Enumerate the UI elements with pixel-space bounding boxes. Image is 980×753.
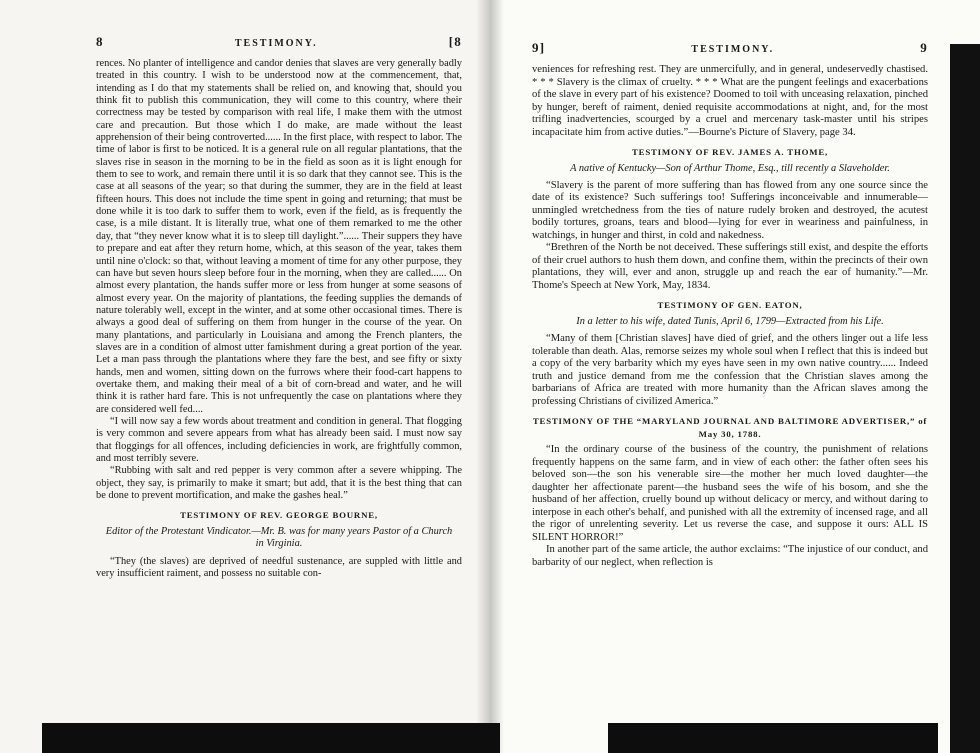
paragraph: “Brethren of the North be not deceived. These sufferings still exist, and despite the efforts of their cruel authors to hush them down, and confine them, within the precincts of their own plantations, they will, ever and anon, struggle up and reach the ear of humanity.”—Mr. Thome's Speech at New York, May, 1834. — [532, 242, 928, 291]
paragraph: “Slavery is the parent of more suffering than has flowed from any one source since the date of its existence? Such sufferings too! Sufferings inconceivable and innumerable—unmingled wretchedness from the ties of nature rudely broken and destroyed, the acutest bodily tortures, groans, tears and blood—lying for ever in weariness and painfulness, in watchings, in hunger and thirst, in cold and nakedness. — [532, 179, 928, 241]
section-subheading-eaton: In a letter to his wife, dated Tunis, April 6, 1799—Extracted from his Life. — [576, 315, 884, 327]
gutter-shadow-right — [490, 0, 504, 753]
section-heading-thome: TESTIMONY OF REV. JAMES A. THOME, — [631, 147, 828, 157]
running-title-right: TESTIMONY. — [691, 44, 775, 55]
paragraph: “They (the slaves) are deprived of needful sustenance, are suppled with little and very insufficient raiment, and possess no suitable con- — [96, 555, 462, 579]
paragraph: “Rubbing with salt and red pepper is very common after a severe whipping. The object, they say, is primarily to make it smart; but add, that it is the best thing that can be done to prevent mortification, and make the gashes heal.” — [96, 465, 462, 502]
paragraph: “I will now say a few words about treatment and condition in general. That flogging is very common and severe appears from what has already been said. I must now say that floggings for all offences, including deficiencies in work, are frightfully common, and most terribly severe. — [96, 415, 462, 464]
section-heading-maryland: TESTIMONY OF THE “MARYLAND JOURNAL AND BALTIMORE ADVERTISER,” of May 30, 1788. — [532, 416, 928, 439]
section-heading-eaton: TESTIMONY OF GEN. EATON, — [657, 300, 803, 311]
paragraph: veniences for refreshing rest. They are unmercifully, and in general, undeservedly chastised. * * * Slavery is the climax of cruelty. * * * What are the pungent feelings and exacerbations of the slave in every part of his existence? Doomed to toil with unceasing relaxation, pinched by hunger, bereft of raiment, denied requisite accommodations at night, and, for the most trifling inadvertencies, scourged by a cruel and mercenary task-master until his stripes incapacitate him from active duties.”—Bourne's Picture of Slavery, page 34. — [532, 64, 928, 138]
scan-border-bottom-right — [608, 723, 938, 753]
section-subheading-thome: A native of Kentucky—Son of Arthur Thome, Esq., till recently a Slaveholder. — [570, 162, 890, 174]
scan-border-right — [950, 44, 980, 753]
right-body-text — [532, 64, 928, 569]
left-body-text — [96, 58, 462, 580]
page-number-right: 9 — [920, 40, 928, 55]
paragraph: “Many of them [Christian slaves] have died of grief, and the others linger out a life less tolerable than death. Alas, remorse seizes my whole soul when I reflect that this is indeed but a copy of the very barbarity which my eyes have seen in my own native country...... Indeed truth and justice demand from me the confession that the Christian slaves among the barbarians of Africa are treated with more humanity than the African slaves among the professing Christians of civilized America.” — [532, 333, 928, 407]
paragraph: rences. No planter of intelligence and candor denies that slaves are very generally badly treated in this country. I wish to be understood now at the commencement, that, intending as I do that my statements shall be relied on, and knowing that, should you think fit to publish this communication, they will come to this country, where their correctness may be tested by comparison with real life, I make them with the utmost care and precaution. But those which I do make, are made without the least apprehension of their being controverted...... In the first place, with respect to labor. The time of labor is first to be noticed. It is a general rule on all regular plantations, that the slaves rise in season in the morning to be in the field as soon as it is light enough for them to see to work, and remain there until it is so dark that they cannot see. This is the case at all seasons of the year; so that during the summer, they are in the field at least fifteen hours. This does not include the time spent in going and returning; that must be done while it is too dark to suffer them to work, even if the field, as is frequently the case, is a mile distant. It is literally true, what one of them remarked to me the other day, that “they never know what it is to sleep till daylight.”...... Their suppers they have to prepare and eat after they return home, which, at this season of the year, takes them until nine o'clock: so that, without leaving a moment of time for any other purpose, they can have but seven hours sleep before four in the morning, when they are called...... On almost every plantation, the hands suffer more or less from hunger at some seasons of almost every year. On the majority of plantations, the feeding supplies the demands of nature tolerably well, except in the winter, and at some other occasional times. There is always a good deal of suffering on them from hunger in the course of the year. On many plantations, and particularly in Louisiana and among the French planters, the slaves are in a condition of almost utter famishment during a great portion of the year. Let a man pass through the plantations where they fare the best, and see fifty or sixty hands, men and women, sitting down on the furrows where their food-cart happens to overtake them, and making their meal of a bit of corn-bread and water, and he will think it is rather hard fare. This is not unfrequently the case on plantations where they are considered well fed.... — [96, 58, 462, 415]
scan-border-bottom-left — [42, 723, 500, 753]
running-head-left — [96, 34, 462, 50]
bracket-number-left: [8 — [448, 34, 462, 49]
gutter-shadow-left — [476, 0, 490, 753]
paragraph: “In the ordinary course of the business of the country, the punishment of relations frequently happens on the same farm, and in view of each other: the father often sees his beloved son—the son his venerable sire—the mother her much loved daughter—the daughter her affectionate parent—the husband sees the wife of his bosom, and she the husband of her affection, cruelly bound up without delicacy or mercy, and without daring to interpose in each other's behalf, and punished with all the extremity of incensed rage, and all the rigor of unrelenting severity. Let us reverse the case, and suppose it ours: ALL IS SILENT HORROR!” — [532, 444, 928, 543]
page-number-left: 8 — [96, 34, 104, 49]
right-page — [490, 0, 980, 753]
running-head-right — [532, 40, 928, 56]
section-subheading-bourne: Editor of the Protestant Vindicator.—Mr. B. was for many years Pastor of a Church in Virginia. — [105, 525, 453, 550]
section-heading-bourne: TESTIMONY OF REV. GEORGE BOURNE, — [180, 510, 378, 521]
paragraph: In another part of the same article, the author exclaims: “The injustice of our conduct, and barbarity of our neglect, when reflection is — [532, 544, 928, 568]
bracket-number-right: 9] — [532, 40, 546, 55]
running-title-left: TESTIMONY. — [234, 38, 318, 49]
